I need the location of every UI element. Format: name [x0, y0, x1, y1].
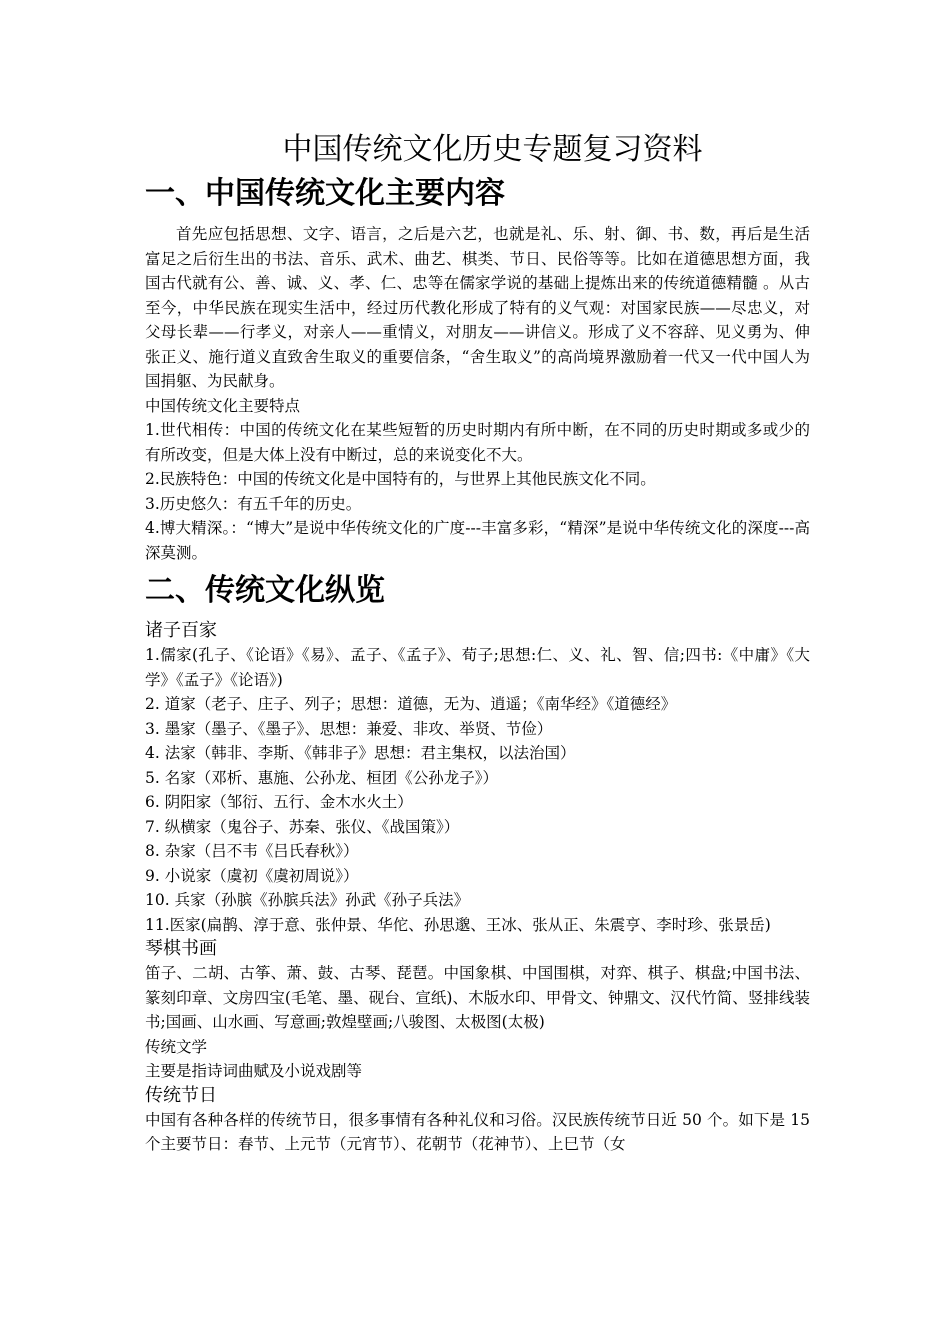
features-title: 中国传统文化主要特点	[145, 396, 301, 415]
festivals-text: 中国有各种各样的传统节日，很多事情有各种礼仪和习俗。汉民族传统节日近 50 个。如下是 15 个主要节日：春节、上元节（元宵节）、花朝节（花神节）、上巳节（女	[145, 1110, 810, 1153]
feature-item: 3.历史悠久：有五千年的历史。	[145, 494, 362, 513]
school-item: 5. 名家（邓析、惠施、公孙龙、桓团《公孙龙子》）	[145, 768, 498, 787]
school-item: 9. 小说家（虞初《虞初周说》）	[145, 866, 359, 885]
school-item: 2. 道家（老子、庄子、列子；思想：道德，无为、逍遥；《南华经》《道德经》	[145, 695, 677, 713]
school-item: 1.儒家(孔子、《论语》《易》、孟子、《孟子》、荀子;思想:仁、义、礼、智、信;四书:《中庸》《大学》《孟子》《论语》)	[145, 646, 810, 689]
document-title: 中国传统文化历史专题复习资料	[282, 132, 703, 167]
feature-item: 1.世代相传：中国的传统文化在某些短暂的历史时期内有所中断，在不同的历史时期或多或少的有所改变，但是大体上没有中断过，总的来说变化不大。	[145, 421, 810, 464]
school-item: 3. 墨家（墨子、《墨子》、思想：兼爱、非攻、举贤、节俭）	[145, 719, 553, 738]
literature-text: 主要是指诗词曲赋及小说戏剧等	[145, 1062, 363, 1080]
school-item: 4. 法家（韩非、李斯、《韩非子》思想：君主集权，以法治国）	[145, 744, 576, 762]
zhuzi-heading: 诸子百家	[145, 620, 217, 641]
school-item: 6. 阴阳家（邹衍、五行、金木水火土）	[145, 793, 413, 811]
document-page	[145, 128, 810, 1157]
feature-item: 4.博大精深。：“博大”是说中华传统文化的广度---丰富多彩，“精深”是说中华传统文化的深度---高深莫测。	[145, 519, 810, 562]
school-item: 11.医家(扁鹊、淳于意、张仲景、华佗、孙思邈、王冰、张从正、朱震亨、李时珍、张景岳)	[145, 915, 771, 934]
qinqi-text: 笛子、二胡、古筝、萧、鼓、古琴、琵琶。中国象棋、中国围棋，对弈、棋子、棋盘;中国书法、篆刻印章、文房四宝(毛笔、墨、砚台、宣纸)、木版水印、甲骨文、钟鼎文、汉代竹简、竖排线装书;国画、山水画、写意画;敦煌壁画;八骏图、太极图(太极)	[145, 964, 810, 1031]
school-item: 7. 纵横家（鬼谷子、苏秦、张仪、《战国策》）	[145, 817, 460, 836]
section1-heading: 一、中国传统文化主要内容	[145, 176, 505, 211]
feature-item: 2.民族特色：中国的传统文化是中国特有的，与世界上其他民族文化不同。	[145, 470, 656, 488]
school-item: 10. 兵家（孙膑《孙膑兵法》孙武《孙子兵法》	[145, 891, 470, 909]
section2-heading: 二、传统文化纵览	[145, 573, 385, 608]
section1-intro: 首先应包括思想、文字、语言，之后是六艺，也就是礼、乐、射、御、书、数，再后是生活富足之后衍生出的书法、音乐、武术、曲艺、棋类、节日、民俗等等。比如在道德思想方面，我国古代就有公、善、诚、义、孝、仁、忠等在儒家学说的基础上提炼出来的传统道德精髓 。从古至今，中华民族在现实生活中，经过历代教化形成了特有的义气观：对国家民族——尽忠义，对父母长辈——行孝义，对亲人——重情义，对朋友——讲信义。形成了义不容辞、见义勇为、伸张正义、施行道义直致舍生取义的重要信条，“舍生取义”的高尚境界激励着一代又一代中国人为国捐躯、为民献身。	[145, 225, 810, 390]
school-item: 8. 杂家（吕不韦《吕氏春秋》）	[145, 842, 359, 860]
festivals-heading: 传统节日	[145, 1084, 217, 1106]
literature-title: 传统文学	[145, 1037, 208, 1056]
qinqi-heading: 琴棋书画	[145, 938, 217, 959]
